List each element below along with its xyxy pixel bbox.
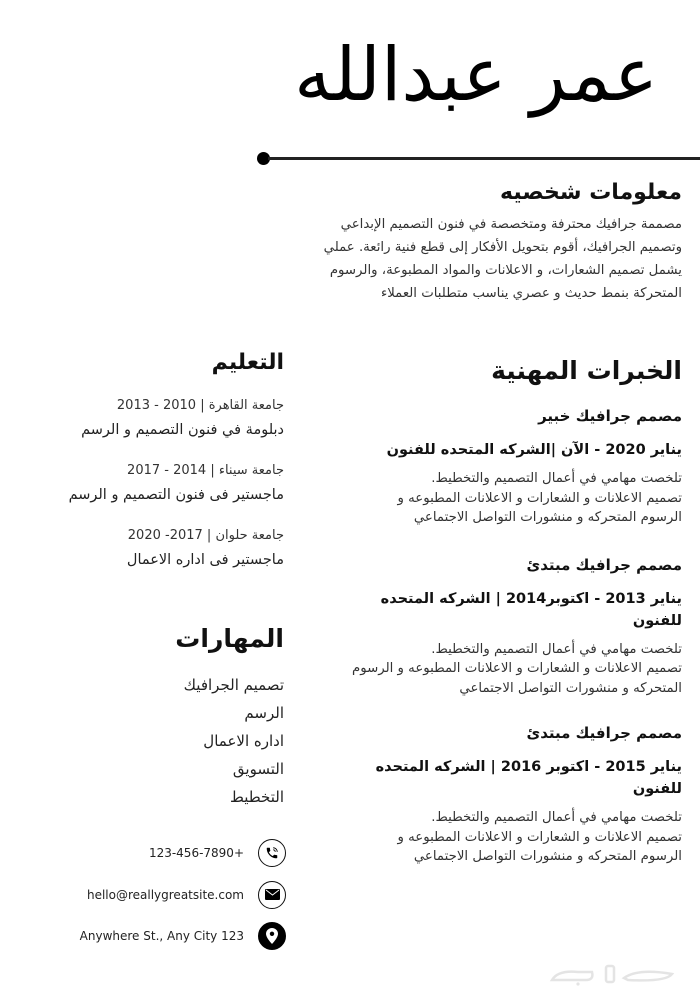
education-heading: التعليم bbox=[211, 350, 284, 375]
skills-heading: المهارات bbox=[175, 624, 284, 653]
email-text: hello@reallygreatsite.com bbox=[86, 887, 244, 902]
contact-section bbox=[26, 839, 286, 964]
mail-icon bbox=[258, 881, 286, 909]
header-divider bbox=[268, 157, 700, 160]
contact-email bbox=[26, 881, 286, 909]
education-degree: دبلومة في فنون التصميم و الرسم bbox=[81, 422, 284, 438]
job-meta: يناير 2013 - اكتوبر2014 | الشركه المتحده للفنون bbox=[380, 590, 682, 629]
phone-text: 123-456-7890+ bbox=[148, 846, 244, 860]
skills-list bbox=[34, 671, 284, 811]
education-degree: ماجستير فى اداره الاعمال bbox=[126, 552, 284, 568]
education-degree: ماجستير فى فنون التصميم و الرسم bbox=[68, 487, 284, 503]
contact-phone bbox=[26, 839, 286, 867]
skill-item: تصميم الجرافيك bbox=[183, 676, 284, 694]
job-desc-line: المتحركه و منشورات التواصل الاجتماعي bbox=[459, 680, 682, 696]
profile-line: المتحركة بنمط حديث و عصري يناسب متطلبات العملاء bbox=[380, 286, 682, 301]
experience-heading: الخبرات المهنية bbox=[491, 356, 682, 385]
job-title: مصمم جرافيك خبير bbox=[538, 407, 682, 425]
job-description bbox=[342, 640, 682, 699]
job-meta: يناير 2015 - اكتوبر 2016 | الشركه المتحده للفنون bbox=[375, 759, 682, 797]
job-desc-line: الرسوم المتحركه و منشورات التواصل الاجتماعي bbox=[413, 849, 682, 864]
contact-address bbox=[26, 922, 286, 950]
experience-section bbox=[342, 356, 682, 887]
education-school: جامعة حلوان | 2017- 2020 bbox=[127, 528, 284, 543]
job-title: مصمم جرافيك مبتدئ bbox=[526, 555, 682, 574]
profile-line: وتصميم الجرافيك، أقوم بتحويل الأفكار إلى قطع فنية رائعة. عملي bbox=[323, 240, 682, 255]
skill-item: الرسم bbox=[244, 704, 284, 722]
job-entry bbox=[342, 556, 682, 699]
haraj-watermark bbox=[548, 964, 678, 986]
profile-heading: معلومات شخصيه bbox=[500, 180, 682, 205]
job-title: مصمم جرافيك مبتدئ bbox=[526, 724, 682, 742]
education-school: جامعة سيناء | 2014 - 2017 bbox=[127, 463, 284, 478]
job-description bbox=[342, 808, 682, 867]
profile-text bbox=[292, 213, 682, 305]
skill-item: اداره الاعمال bbox=[203, 732, 284, 750]
job-desc-line: تلخصت مهامي في أعمال التصميم والتخطيط. bbox=[431, 641, 682, 657]
skill-item: التخطيط bbox=[229, 788, 284, 806]
job-desc-line: تلخصت مهامي في أعمال التصميم والتخطيط. bbox=[431, 810, 682, 825]
job-description bbox=[342, 469, 682, 528]
job-desc-line: تصميم الاعلانات و الشعارات و الاعلانات المطبوعه و الرسوم bbox=[351, 661, 682, 676]
profile-section bbox=[292, 180, 682, 305]
job-desc-line: تصميم الاعلانات و الشعارات و الاعلانات المطبوعه و bbox=[397, 490, 682, 506]
education-entry bbox=[34, 527, 284, 570]
job-meta: يناير 2020 - الآن |الشركه المتحده للفنون bbox=[386, 442, 682, 458]
education-entry bbox=[34, 462, 284, 505]
address-text: Anywhere St., Any City 123 bbox=[79, 929, 244, 943]
location-pin-icon bbox=[258, 922, 286, 950]
profile-line: مصممة جرافيك محترفة ومتخصصة في فنون التصميم الإبداعي bbox=[340, 217, 682, 232]
skill-item: التسويق bbox=[232, 760, 284, 778]
job-desc-line: تصميم الاعلانات و الشعارات و الاعلانات المطبوعه و bbox=[397, 829, 682, 845]
phone-icon bbox=[258, 839, 286, 867]
job-entry bbox=[342, 407, 682, 528]
education-school: جامعة القاهرة | 2010 - 2013 bbox=[116, 398, 284, 413]
profile-line: يشمل تصميم الشعارات، و الاعلانات والمواد المطبوعة، والرسوم bbox=[329, 263, 682, 278]
job-entry bbox=[342, 724, 682, 867]
education-section bbox=[34, 350, 284, 592]
skills-section bbox=[34, 624, 284, 811]
education-entry bbox=[34, 397, 284, 440]
job-desc-line: تلخصت مهامي في أعمال التصميم والتخطيط. bbox=[431, 471, 682, 486]
resume-name: عمر عبدالله bbox=[294, 32, 658, 118]
job-desc-line: الرسوم المتحركه و منشورات التواصل الاجتماعي bbox=[413, 510, 682, 525]
